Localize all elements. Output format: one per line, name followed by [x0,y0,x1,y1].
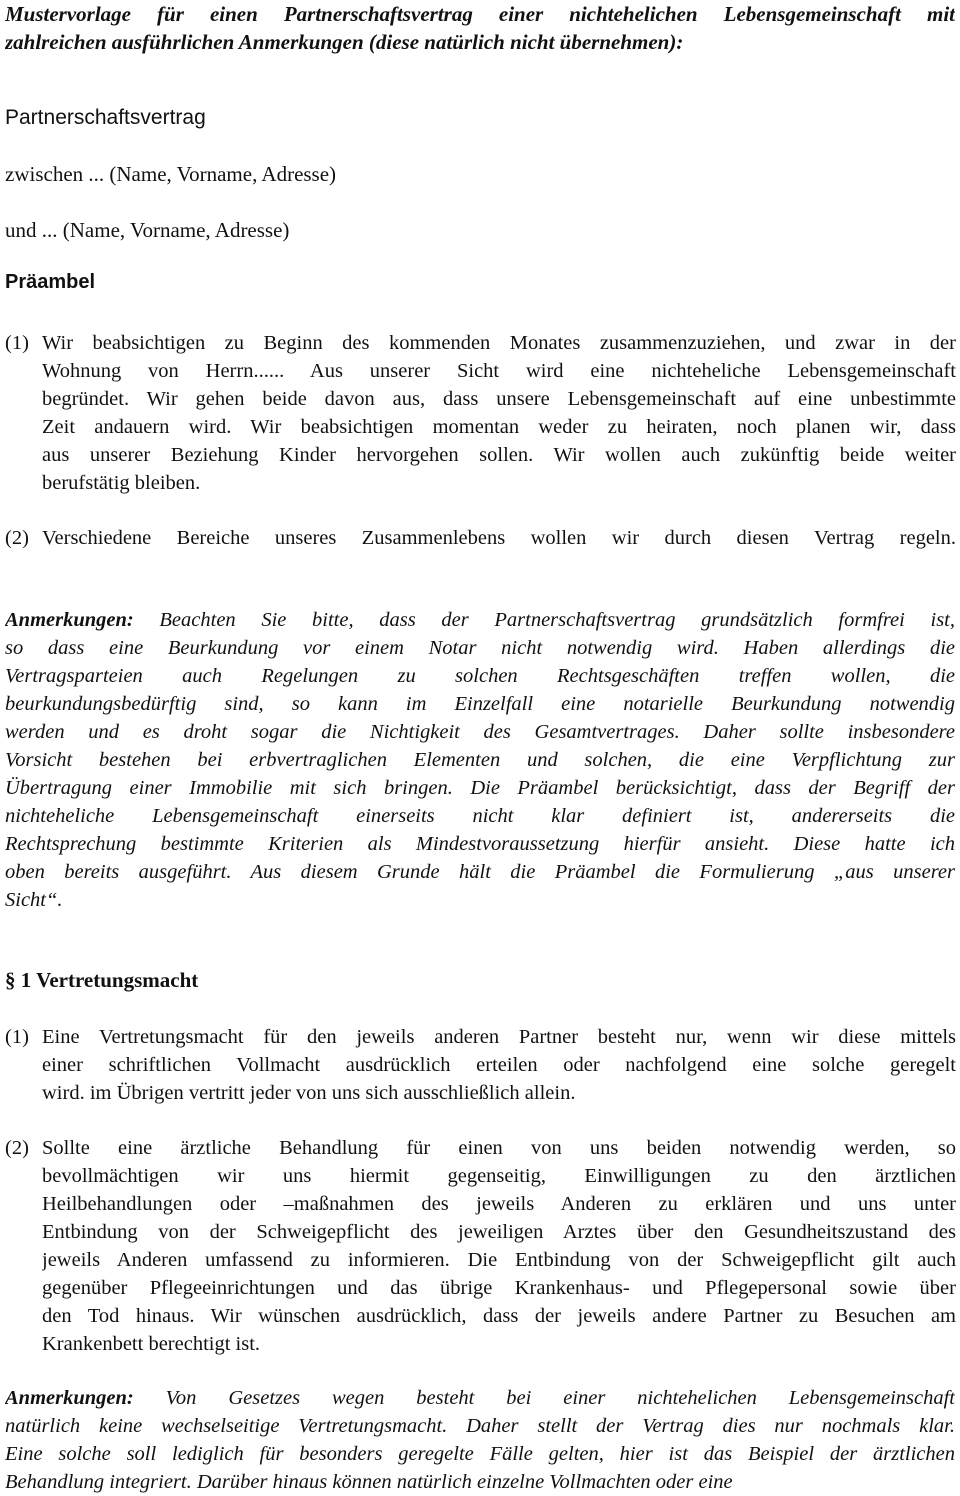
text-line [5,1384,955,1412]
text-line [42,1051,956,1079]
text-line [5,662,955,690]
party-2: und ... (Name, Vorname, Adresse) [5,218,290,242]
line-text: Sollte eine ärztliche Behandlung für einen von uns beiden notwendig werden, so [42,1137,956,1159]
text-line [42,1190,956,1218]
line-text: Eine solche soll lediglich für besonders geregelte Fälle gelten, hier ist das Beispiel der ärztlichen [5,1443,955,1465]
party-1: zwischen ... (Name, Vorname, Adresse) [5,162,337,186]
line-text: Übertragung einer Immobilie mit sich bringen. Die Präambel berücksichtigt, dass der Begriff der [5,777,955,799]
text-line [42,1134,956,1162]
line-text: den Tod hinaus. Wir wünschen ausdrücklich, dass der jeweils andere Partner zu Besuchen am [42,1305,956,1327]
line-text: berufstätig bleiben. [42,472,201,494]
paragraph-number: (1) [5,1026,29,1048]
text-line [42,1330,956,1358]
text-line [42,329,956,357]
text-line [5,886,955,914]
line-text: nichteheliche Lebensgemeinschaft einerseits nicht klar definiert ist, andererseits die [5,805,955,827]
text-line [42,1079,956,1107]
line-text: gegenüber Pflegeeinrichtungen und das übrige Krankenhaus- und Pflegepersonal sowie über [42,1277,956,1299]
line-text: Krankenbett berechtigt ist. [42,1333,261,1355]
line-text: Sicht“. [5,889,63,911]
preamble-heading: Präambel [5,271,96,293]
line-text: Vertragsparteien auch Regelungen zu solchen Rechtsgeschäften treffen wollen, die [5,665,955,687]
line-text: einer schriftlichen Vollmacht ausdrücklich erteilen oder nachfolgend eine solche geregelt [42,1054,956,1076]
text-line [5,606,955,634]
text-line [5,1440,955,1468]
line-text: werden und es droht sogar die Nichtigkeit des Gesamtvertrages. Daher sollte insbesondere [5,721,955,743]
line-text: Entbindung von der Schweigepflicht des jeweiligen Arztes über den Gesundheitszustand des [42,1221,956,1243]
title-line: zahlreichen ausführlichen Anmerkungen (diese natürlich nicht übernehmen): [5,30,684,54]
text-line [5,858,955,886]
text-line [42,1023,956,1051]
text-line [42,1162,956,1190]
line-text: jeweils Anderen umfassend zu informieren. Die Entbindung von der Schweigepflicht gilt auch [42,1249,956,1271]
text-line [42,469,956,497]
paragraph-number: (1) [5,332,29,354]
note-1 [5,606,955,914]
text-line [42,1274,956,1302]
line-text: Beachten Sie bitte, dass der Partnerschaftsvertrag grundsätzlich formfrei ist, [159,609,955,631]
section-heading: § 1 Vertretungsmacht [5,968,199,992]
note-2 [5,1384,955,1496]
line-text: begründet. Wir gehen beide davon aus, dass unsere Lebensgemeinschaft auf eine unbestimmte [42,388,956,410]
text-line [5,1412,955,1440]
line-text: natürlich keine wechselseitige Vertretungsmacht. Daher stellt der Vertrag dies nur nochmals klar. [5,1415,955,1437]
line-text: oben bereits ausgeführt. Aus diesem Grunde hält die Präambel die Formulierung „aus unserer [5,861,955,883]
title-line: Mustervorlage für einen Partnerschaftsvertrag einer nichtehelichen Lebensgemeinschaft mit [5,2,955,26]
line-text: Zeit andauern wird. Wir beabsichtigen momentan weder zu heiraten, noch planen wir, dass [42,416,956,438]
text-line [42,413,956,441]
line-text: Wohnung von Herrn...... Aus unserer Sicht wird eine nichteheliche Lebensgemeinschaft [42,360,956,382]
line-text: Eine Vertretungsmacht für den jeweils anderen Partner besteht nur, wenn wir diese mittels [42,1026,956,1048]
line-text: Von Gesetzes wegen besteht bei einer nichtehelichen Lebensgemeinschaft [165,1387,955,1409]
paragraph-text: Verschiedene Bereiche unseres Zusammenlebens wollen wir durch diesen Vertrag regeln. [42,527,956,549]
line-text: Vorsicht bestehen bei erbvertraglichen Elementen und solchen, die eine Verpflichtung zur [5,749,955,771]
text-line [42,1302,956,1330]
text-line [5,718,955,746]
text-line [42,357,956,385]
text-line [42,385,956,413]
text-line [42,1246,956,1274]
note-label: Anmerkungen: [5,609,134,631]
text-line [5,774,955,802]
paragraph-number: (2) [5,1137,29,1159]
text-line [42,441,956,469]
text-line [5,830,955,858]
text-line [5,634,955,662]
note-label: Anmerkungen: [5,1387,134,1409]
line-text: bevollmächtigen wir uns hiermit gegenseitig, Einwilligungen zu den ärztlichen [42,1165,956,1187]
line-text: Rechtsprechung bestimmte Kriterien als Mindestvoraussetzung hierfür ansieht. Diese hatte ich [5,833,955,855]
document-title [5,0,955,56]
section-1-heading [5,968,955,993]
text-line [5,690,955,718]
line-text: so dass eine Beurkundung vor einem Notar nicht notwendig wird. Haben allerdings die [5,637,955,659]
line-text: Wir beabsichtigen zu Beginn des kommenden Monates zusammenzuziehen, und zwar in der [42,332,956,354]
text-line [42,1218,956,1246]
text-line [5,802,955,830]
text-line [5,746,955,774]
line-text: beurkundungsbedürftig sind, so kann im Einzelfall eine notarielle Beurkundung notwendig [5,693,955,715]
contract-title: Partnerschaftsvertrag [5,106,206,129]
line-text: Behandlung integriert. Darüber hinaus können natürlich einzelne Vollmachten oder eine [5,1471,733,1493]
line-text: Heilbehandlungen oder –maßnahmen des jeweils Anderen zu erklären und uns unter [42,1193,956,1215]
paragraph-number: (2) [5,527,29,549]
text-line [5,1468,955,1496]
line-text: wird. im Übrigen vertritt jeder von uns sich ausschließlich allein. [42,1082,576,1104]
line-text: aus unserer Beziehung Kinder hervorgehen sollen. Wir wollen auch zukünftig beide weiter [42,444,956,466]
